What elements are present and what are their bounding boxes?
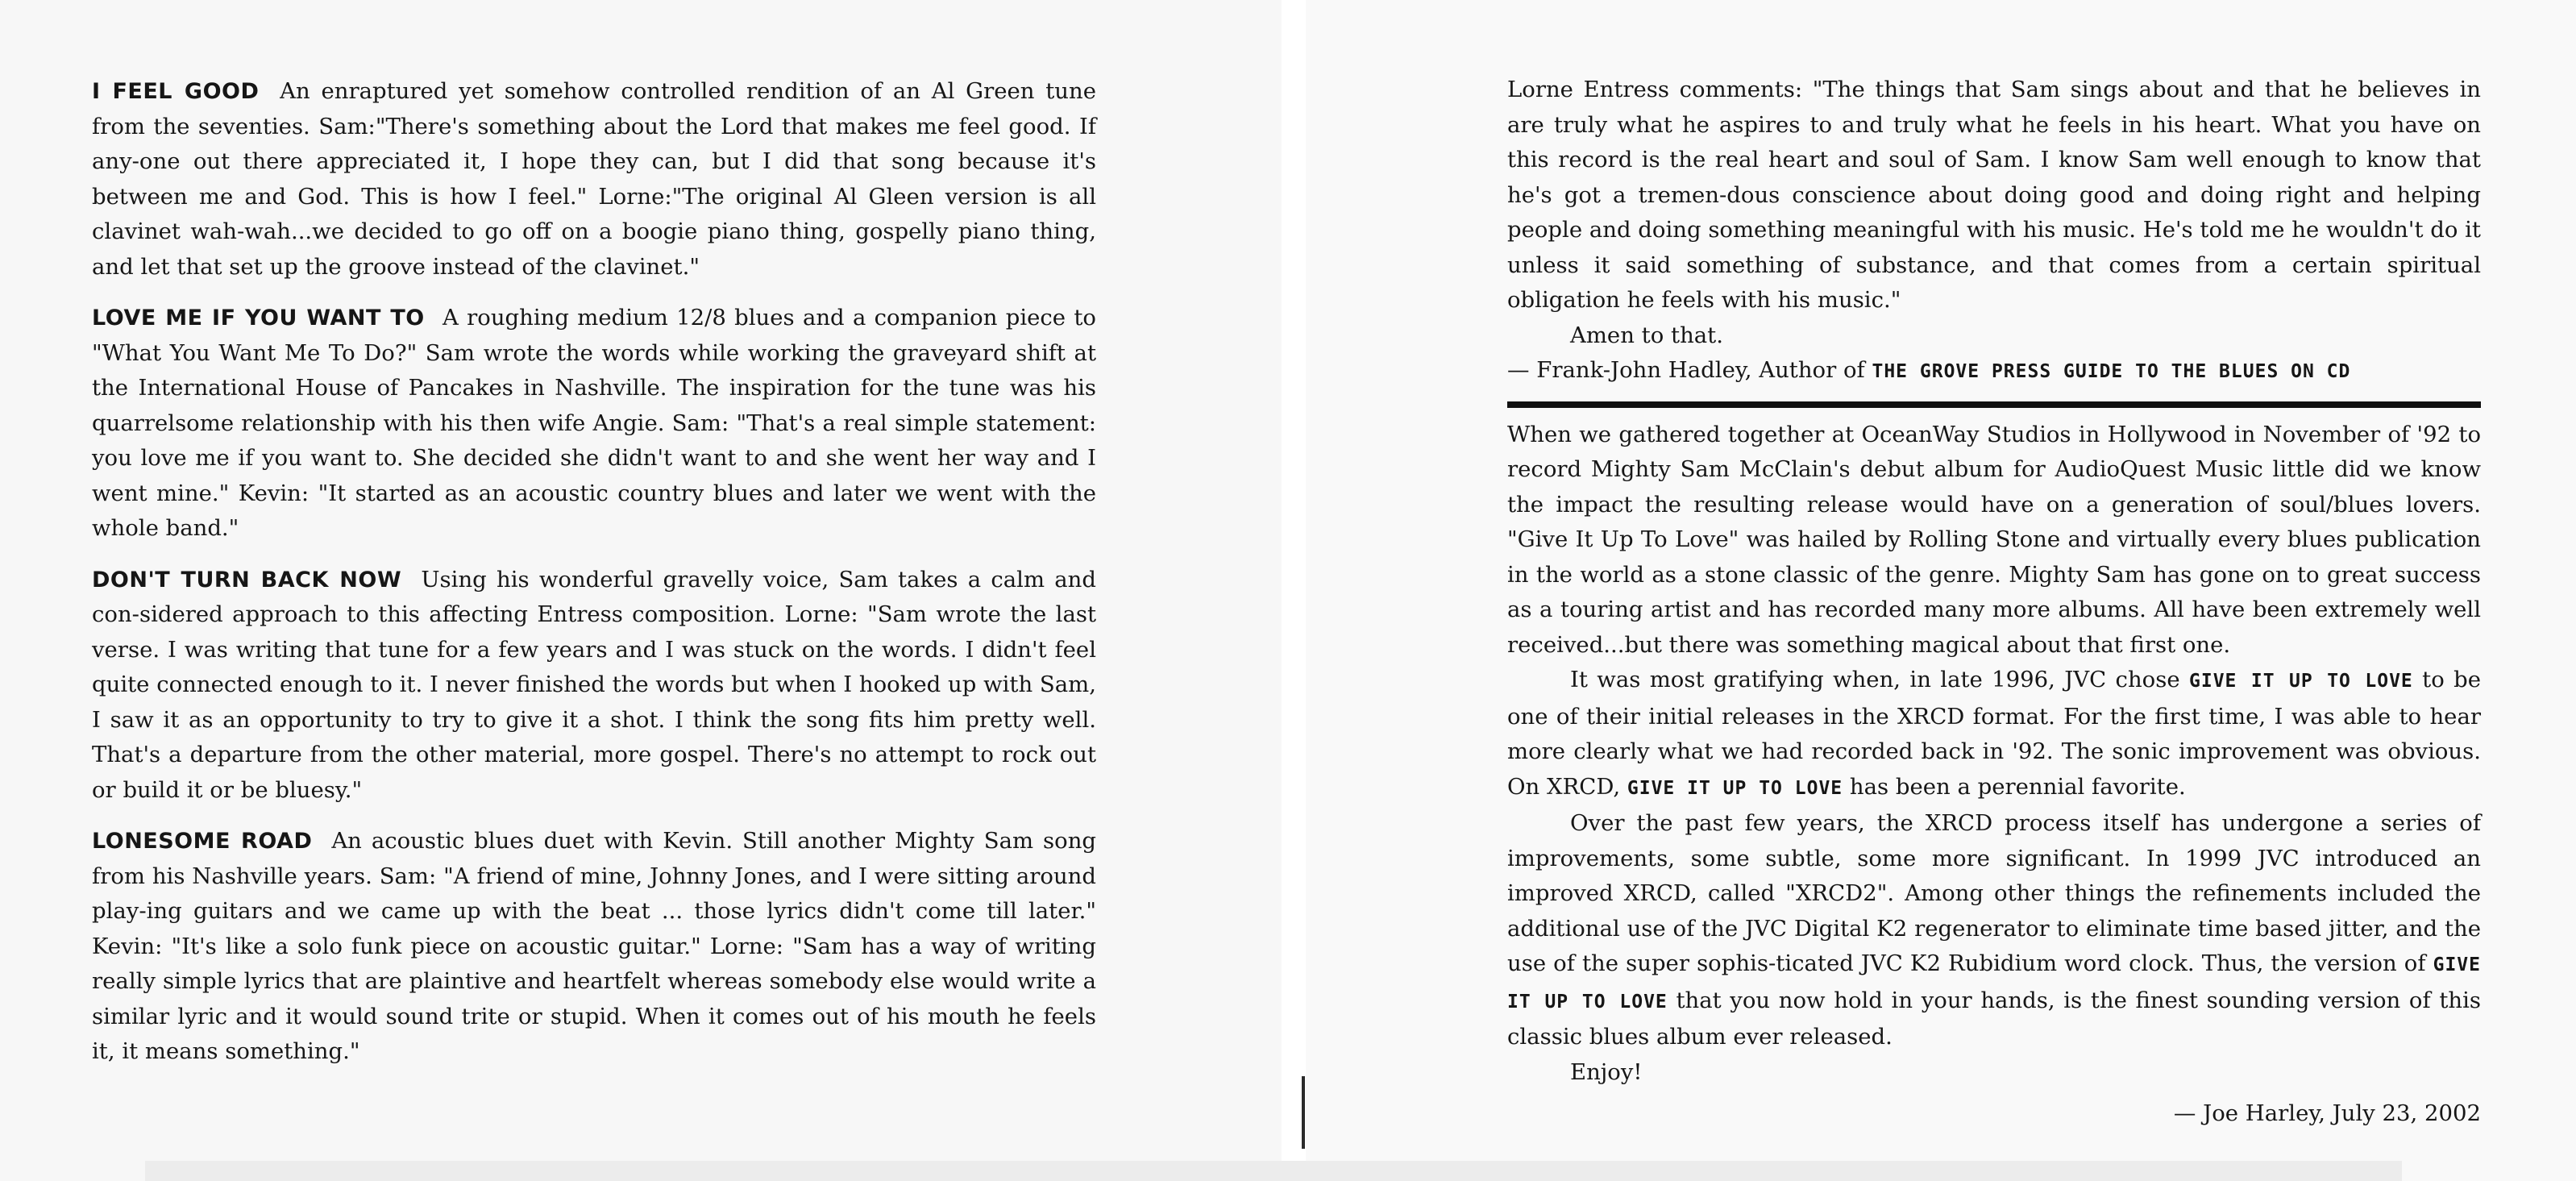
song-entry-dont-turn-back-now [92, 563, 1096, 809]
song-title: LOVE ME IF YOU WANT TO [92, 306, 425, 331]
song-description: A roughing medium 12/8 blues and a companion piece to "What You Want Me To Do?" Sam wrote the words while working the graveyard shift at the International House of Pancakes in Nashville. The inspiration for the tune was his quarrelsome relationship with his then wife Angie. Sam: "That's a real simple statement: you love me if you want to. She decided she didn't want to and she went her way and I went mine." Kevin: "It started as an acoustic country blues and later we went with the whole band." [92, 305, 1096, 541]
song-entry-i-feel-good [92, 74, 1096, 285]
producer-paragraph-1: When we gathered together at OceanWay Studios in Hollywood in November of '92 to record Mighty Sam McClain's debut album for AudioQuest Music little did we know the impact the resulting release would have on a generation of soul/blues lovers. "Give It Up To Love" was hailed by Rolling Stone and virtually every blues publication in the world as a stone classic of the genre. Mighty Sam has gone on to great success as a touring artist and has recorded many more albums. All have been extremely well received...but there was something magical about that first one. [1507, 421, 2481, 658]
song-description: An enraptured yet somehow controlled rendition of an Al Green tune from the seventies. Sam:"There's something about the Lord that makes me feel good. If any-one out there appreciated it, I hope they can, but I did that song because it's between me and God. This is how I feel." Lorne:"The original Al Gleen version is all clavinet wah-wah...we decided to go off on a boogie piano thing, gospelly piano thing, and let that set up the groove instead of the clavinet." [92, 78, 1096, 280]
song-title: DON'T TURN BACK NOW [92, 567, 402, 593]
section-divider [1507, 401, 2481, 408]
paragraph-text: Over the past few years, the XRCD process itself has undergone a series of improvements, some subtle, some more significant. In 1999 JVC introduced an improved XRCD, called "XRCD2". Among other things the refinements included the additional use of the JVC Digital K2 regenerator to eliminate time based jitter, and the use of the super sophis-ticated JVC K2 Rubidium word clock. Thus, the version of [1507, 810, 2481, 976]
paragraph-text: It was most gratifying when, in late 1996, JVC chose [1570, 667, 2180, 692]
page-gutter-line [1302, 1076, 1305, 1149]
album-title: GIVE IT UP TO LOVE [1507, 954, 2481, 1013]
enjoy-line: Enjoy! [1570, 1058, 1643, 1085]
song-entry-lonesome-road [92, 824, 1096, 1070]
book-title: THE GROVE PRESS GUIDE TO THE BLUES ON CD [1872, 361, 2351, 382]
song-notes-column [92, 74, 1096, 1086]
attribution-author: — Frank-John Hadley, Author of [1507, 357, 1865, 383]
paragraph-text: that you now hold in your hands, is the finest sounding version of this classic blues album ever released. [1507, 987, 2481, 1050]
paragraph-text: to be one of their initial releases in the XRCD format. For the first time, I was able to hear more clearly what we had recorded back in '92. The sonic improvement was obvious. On XRCD, [1507, 667, 2481, 800]
producer-paragraph-3 [1507, 806, 2481, 1055]
song-title: LONESOME ROAD [92, 829, 313, 854]
right-page [1306, 0, 2576, 1181]
entress-quote: Lorne Entress comments: "The things that Sam sings about and that he believes in are truly what he aspires to and truly what he feels in his heart. What you have on this record is the real heart and soul of Sam. I know Sam well enough to know that he's got a tremen-dous conscience about doing good and doing right and helping people and doing something meaningful with his music. He's told me he wouldn't do it unless it said something of substance, and that comes from a certain spiritual obligation he feels with his music." [1507, 77, 2481, 313]
quote-attribution [1507, 353, 2481, 390]
song-entry-love-me-if-you-want-to [92, 301, 1096, 547]
album-title: GIVE IT UP TO LOVE [2189, 671, 2413, 692]
signoff: — Joe Harley, July 23, 2002 [2173, 1100, 2481, 1126]
producer-paragraph-2 [1507, 663, 2481, 806]
left-page [0, 0, 1282, 1181]
album-title: GIVE IT UP TO LOVE [1627, 777, 1843, 799]
scan-shadow [145, 1161, 2402, 1181]
amen-line: Amen to that. [1570, 322, 1723, 348]
song-description: An acoustic blues duet with Kevin. Still another Mighty Sam song from his Nashville years. Sam: "A friend of mine, Johnny Jones, and I were sitting around play-ing guitars and we came up with the beat ... those lyrics didn't come till later." Kevin: "It's like a solo funk piece on acoustic guitar." Lorne: "Sam has a way of writing really simple lyrics that are plaintive and heartfelt whereas somebody else would write a similar lyric and it would sound trite or stupid. When it comes out of his mouth he feels it, it means something." [92, 828, 1097, 1064]
paragraph-text: has been a perennial favorite. [1849, 773, 2186, 800]
song-description: Using his wonderful gravelly voice, Sam takes a calm and con-sidered approach to this affecting Entress composition. Lorne: "Sam wrote the last verse. I was writing that tune for a few years and I was stuck on the words. I didn't feel quite connected enough to it. I never finished the words but when I hooked up with Sam, I saw it as an opportunity to try to give it a shot. I think the song fits him pretty well. That's a departure from the other material, more gospel. There's no attempt to rock out or build it or be bluesy." [92, 566, 1096, 803]
song-title: I FEEL GOOD [92, 79, 260, 104]
liner-notes-column [1507, 73, 2481, 1132]
